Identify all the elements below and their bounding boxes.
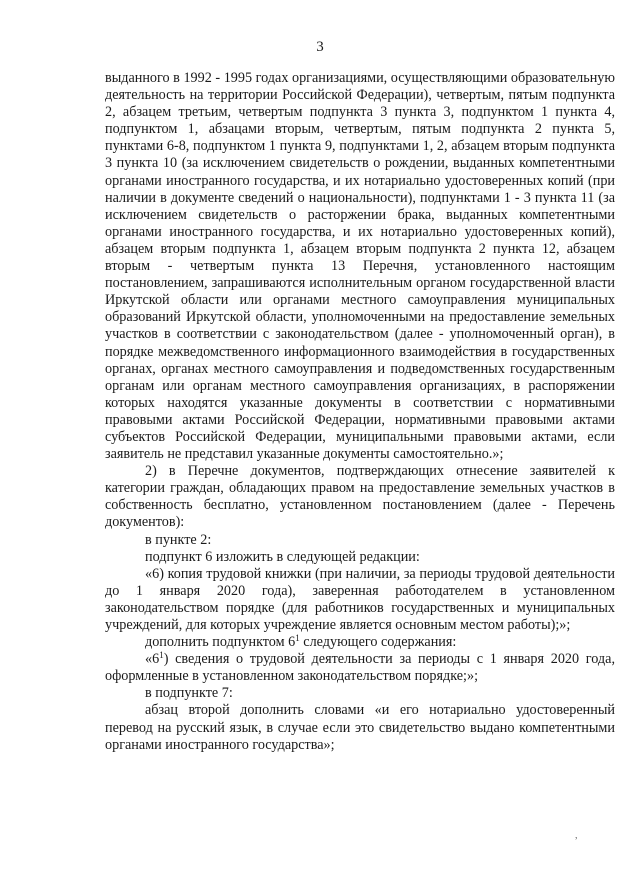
paragraph-subitem-6-1-text <box>105 651 615 685</box>
document-body <box>105 70 615 754</box>
quote-text: ) сведения о трудовой деятельности за периоды с 1 января 2020 года, оформленные в установленном законодательством порядке;»; <box>105 651 615 685</box>
paragraph-item-2: 2) в Перечне документов, подтверждающих отнесение заявителей к категории граждан, обладающих правом на предоставление земельных участков в собственность бесплатно, установленном постановлением (далее - Перечень документов): <box>105 463 615 531</box>
scan-mark: , <box>575 830 578 841</box>
superscript-1: 1 <box>159 650 164 661</box>
paragraph-continuation: выданного в 1992 - 1995 годах организациями, осуществляющими образовательную деятельность на территории Российской Федерации), четвертым, пятым подпункта 2, абзацем третьим, четвертым подпункта 3 пункта 3, подпунктом 1 пункта 4, подпунктом 1, абзацами вторым, четвертым, пятым подпункта 2 пункта 5, пунктами 6-8, подпунктом 1 пункта 9, подпунктами 1, 2, абзацем вторым подпункта 3 пункта 10 (за исключением свидетельств о рождении, выданных компетентными органами иностранного государства, и их нотариально удостоверенных копий (при наличии в документе сведений о национальности), подпунктами 1 - 3 пункта 11 (за исключением свидетельств о расторжении брака, выданных компетентными органами иностранного государства, и их нотариально удостоверенных копий), абзацем вторым подпункта 1, абзацем вторым подпункта 2 пункта 12, абзацем вторым - четвертым пункта 13 Перечня, установленного настоящим постановлением, запрашиваются исполнительным органом государственной власти Иркутской области или органами местного самоуправления муниципальных образований Иркутской области, уполномоченными на предоставление земельных участков в соответствии с законодательством (далее - уполномоченный орган), в порядке межведомственного информационного взаимодействия в государственных органах, органах местного самоуправления и подведомственных государственным органам или органам местного самоуправления организациях, в распоряжении которых находятся указанные документы в соответствии с нормативными правовыми актами Российской Федерации, нормативными правовыми актами субъектов Российской Федерации, муниципальными правовыми актами, если заявитель не представил указанные документы самостоятельно.»; <box>105 70 615 463</box>
quote-open: «6 <box>145 651 160 668</box>
paragraph-subitem-7-text: абзац второй дополнить словами «и его нотариально удостоверенный перевод на русский язык, в случае если это свидетельство выдано компетентными органами иностранного государства»; <box>105 702 615 753</box>
superscript-1: 1 <box>295 633 300 644</box>
add-subitem-text-end: следующего содержания: <box>299 634 457 651</box>
paragraph-in-subitem-7: в подпункте 7: <box>145 685 233 702</box>
paragraph-subitem-6-intro: подпункт 6 изложить в следующей редакции: <box>145 548 420 565</box>
paragraph-in-point-2: в пункте 2: <box>145 531 212 548</box>
add-subitem-text: дополнить подпунктом 6 <box>145 634 296 651</box>
page-number: 3 <box>316 39 324 55</box>
paragraph-subitem-6-text: «6) копия трудовой книжки (при наличии, за периоды трудовой деятельности до 1 января 2020 года), заверенная работодателем в установленном законодательством порядке (для работников государственных и муниципальных учреждений, для которых учреждение является основным местом работы);»; <box>105 565 615 633</box>
paragraph-add-subitem-6-1 <box>105 634 615 651</box>
